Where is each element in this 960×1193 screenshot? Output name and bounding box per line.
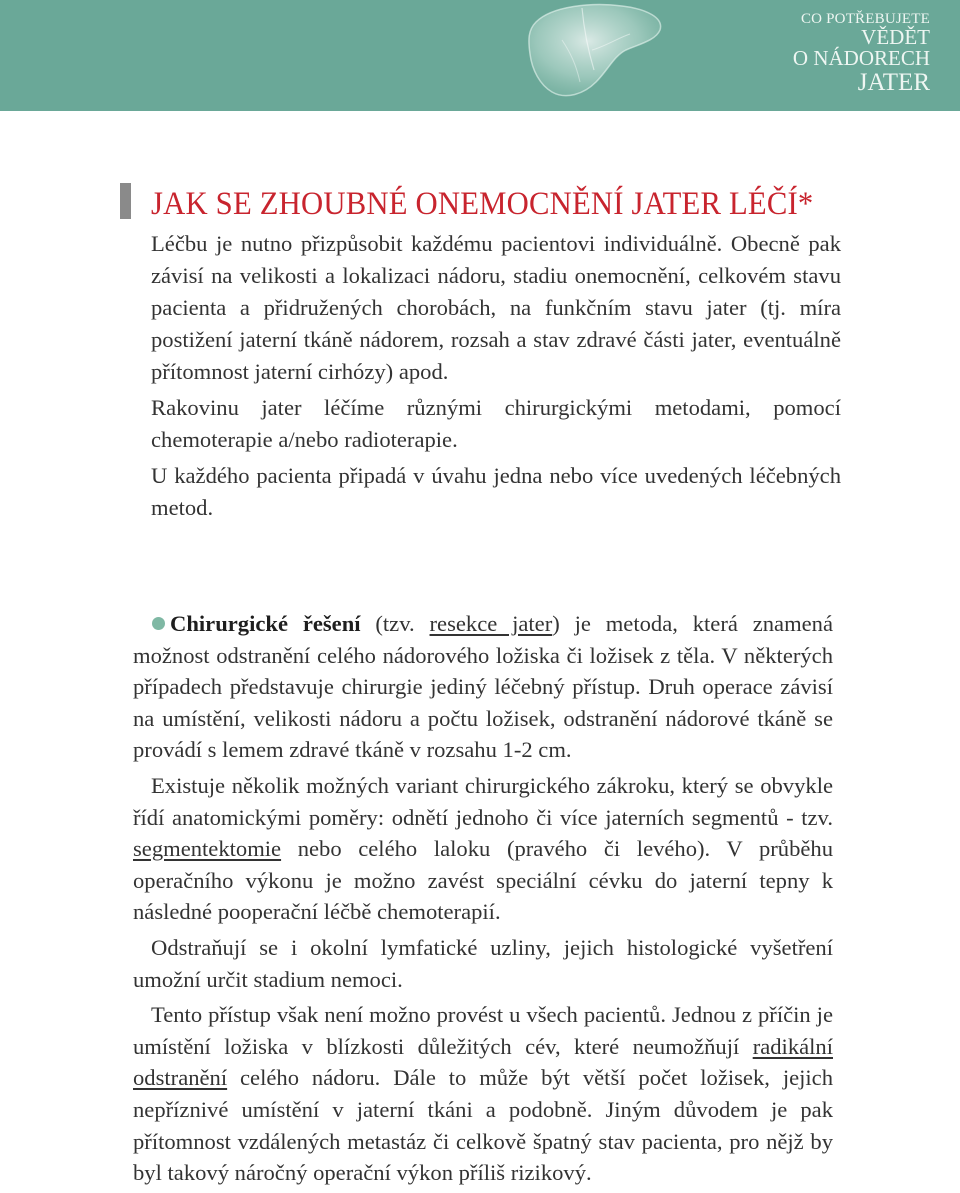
text-run: Tento přístup však není možno provést u všech pacientů. Jednou z příčin je umístění ložiska v blízkosti důležitých cév, které neumožňují <box>133 1002 833 1059</box>
text-run: celého nádoru. Dále to může být větší počet ložisek, jejich nepříznivé umístění v jaterní tkáni a podobně. Jiným důvodem je pak přítomnost vzdálených metastáz či celkově špatný stav pacienta, pro nějž by byl takový náročný operační výkon příliš rizikový. <box>133 1065 833 1186</box>
surgery-paragraph: Odstraňují se i okolní lymfatické uzliny, jejich histologické vyšetření umožní určit stadium nemoci. <box>133 934 833 992</box>
intro-paragraph: Léčbu je nutno přizpůsobit každému pacientovi individuálně. Obecně pak závisí na velikosti a lokalizaci nádoru, stadiu onemocnění, celkovém stavu pacienta a přidružených chorobách, na funkčním stavu jater (tj. míra postižení jaterní tkáně nádorem, rozsah a stav zdravé části jater, eventuálně přítomnost jaterní cirhózy) apod. <box>151 231 841 384</box>
text-run: nebo celého laloku (pravého či levého). V průběhu operačního výkonu je možno zavést speciální cévku do jaterní tepny k následné pooperační léčbě chemoterapií. <box>133 836 833 925</box>
page-title: JAK SE ZHOUBNÉ ONEMOCNĚNÍ JATER LÉČÍ* <box>151 186 814 222</box>
term-segmentektomie: segmentektomie <box>133 836 282 862</box>
publication-title <box>793 12 930 95</box>
intro-text <box>151 228 841 528</box>
bullet-icon <box>152 617 165 630</box>
page-header <box>0 0 960 111</box>
text-run: (tzv. <box>360 611 430 636</box>
liver-icon <box>522 0 672 105</box>
intro-paragraph: U každého pacienta připadá v úvahu jedna nebo více uvedených léčebných metod. <box>151 463 841 520</box>
surgery-section <box>133 608 833 1193</box>
text-run: Existuje několik možných variant chirurgického zákroku, který se obvykle řídí anatomickými poměry: odnětí jednoho či více jaterních segmentů - tzv. <box>133 772 833 830</box>
header-line-2: VĚDĚT <box>861 25 930 49</box>
intro-paragraph: Rakovinu jater léčíme různými chirurgickými metodami, pomocí chemoterapie a/nebo radioterapie. <box>151 395 841 452</box>
surgery-paragraph <box>133 770 833 928</box>
surgery-paragraph <box>133 999 833 1189</box>
heading-marker <box>120 183 131 219</box>
term-resekce-jater: resekce jater <box>429 611 553 636</box>
header-line-4: JATER <box>857 69 930 96</box>
header-line-1: CO POTŘEBUJETE <box>800 11 930 27</box>
surgery-paragraph <box>133 608 833 766</box>
header-line-3: O NÁDORECH <box>792 46 930 70</box>
term-radikalni-odstraneni: radikální odstranění <box>133 1033 833 1091</box>
surgery-heading: Chirurgické řešení <box>170 611 361 636</box>
text-run: ) je metoda, která znamená možnost odstranění celého nádorového ložiska či ložisek z těla. V některých případech představuje chirurgie jediný léčebný přístup. Druh operace závisí na umístění, velikosti nádoru a počtu ložisek, odstranění nádorové tkáně se provádí s lemem zdravé tkáně v rozsahu 1-2 cm. <box>133 611 833 763</box>
